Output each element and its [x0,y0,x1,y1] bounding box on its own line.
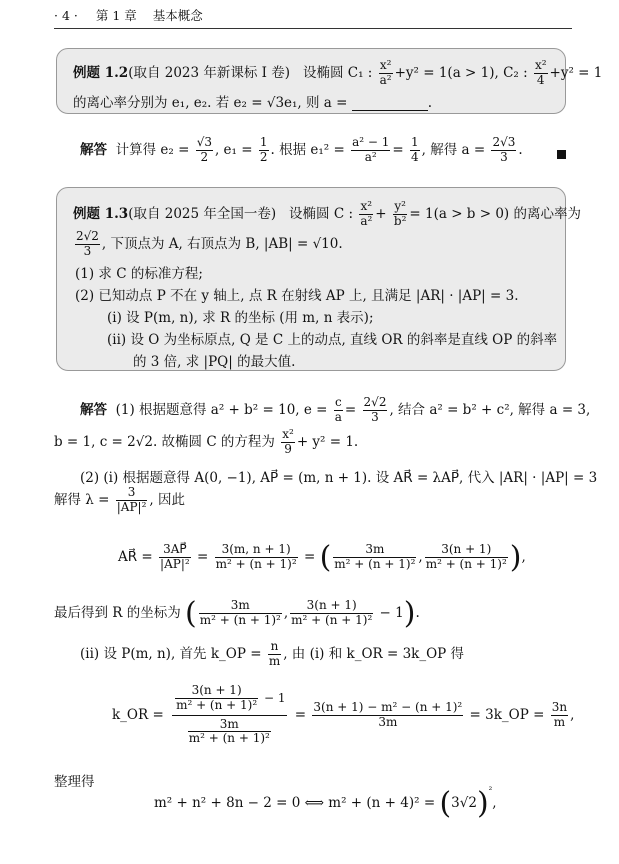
example-1-2-line2 [73,91,432,111]
solution-2-part1-line1 [80,396,590,425]
right-paren-icon: ) [509,540,522,575]
example-box-1-3 [56,187,581,371]
right-paren-icon: ) [403,596,416,631]
fraction: $\frac{1}{4}$ [411,135,419,164]
solution-text: , e₁ = [214,141,253,158]
solution-label: 解答 [80,401,107,418]
question-2: (2) 已知动点 P 不在 y 轴上, 点 R 在射线 AP 上, 且满足 |AR| · |AP| = 3. [75,288,519,304]
problem-text: 设椭圆 C : [289,205,354,222]
fraction: $\frac{2√2}{3}$ [76,229,99,258]
solution-text: 计算得 e₂ = [115,141,190,158]
fraction: $\frac{c}{a}$ [334,395,342,424]
running-header [54,6,203,24]
solution-text: , 因此 [149,491,185,508]
question-2-ii: (ii) 设 O 为坐标原点, Q 是 C 上的动点, 直线 OR 的斜率是直线 OP 的斜率 [107,332,558,348]
solution-text: 解得 λ = [54,491,110,508]
fraction: $\frac{3}{\text{|AP|²}}$ [116,485,147,514]
page-number: · 4 · [54,8,78,23]
fraction: $\frac{\text{x²}}{9}$ [282,427,294,456]
solution-text: . 根据 e₁² = [270,141,345,158]
qed-square-icon [557,150,566,159]
fraction: $\frac{2√3}{3}$ [492,135,516,164]
solution-text: = [344,401,357,418]
fraction: $\frac{√3}{2}$ [196,135,212,164]
final-equation: m² + n² + 8n − 2 = 0 ⟺ $m^2 + (n + 4)^2 = (3√2)^{^2}$, [154,786,497,821]
fraction: $\frac{1}{2}$ [259,135,268,164]
question-1: (1) 求 C 的标准方程; [75,266,203,282]
compound-fraction: $\frac{3(n + 1)}{\text{m² + (n + 1)²}}$ − 1 $\frac{3m}{\text{m² + (n + 1)²}}$ [172,684,286,746]
final-label: 整理得 [54,774,95,790]
left-paren-icon: ( [185,596,197,631]
question-2-i: (i) 设 P(m, n), 求 R 的坐标 (用 m, n 表示); [107,310,374,326]
fraction: $\frac{2√2}{3}$ [363,395,387,424]
header-rule [54,28,572,29]
problem-text: + [375,205,387,222]
answer-blank [352,98,428,111]
r-coordinates: 最后得到 R 的坐标为 ( $\frac{3m}{\text{m² + (n + 1)²}}$ , $\frac{3(n + 1)}{\text{m² + (n + 1)²}}$ − 1). [54,596,420,631]
fraction: $\frac{\text{x²}}{4}$ [534,58,547,87]
example-title: 例题 1.2 [73,64,129,81]
right-paren-icon: ) [476,786,489,821]
fraction: $\frac{\text{x²}}{\text{a²}}$ [379,58,392,87]
equation-k-or: k_OR = $\frac{3(n + 1)}{\text{m² + (n + 1)²}}$ − 1 $\frac{3m}{\text{m² + (n + 1)²}}$ = $\frac{\text{3(n + 1) − m² − (n + 1)²}}{3m}$ = 3k_OP = $\frac{3n}{m}$ , [112,683,575,746]
solution-2-part2-line1: (2) (i) 根据题意得 A(0, −1), AP⃗ = (m, n + 1). 设 AR⃗ = λAP⃗, 代入 |AR| · |AP| = 3 [80,470,598,486]
solution-text: , 解得 a = [421,141,486,158]
example-1-3-line2 [73,230,343,259]
fraction: $\frac{\text{x²}}{\text{a²}}$ [360,199,373,228]
problem-text: , 下顶点为 A, 右顶点为 B, |AB| = √10. [101,235,343,252]
solution-text: + y² = 1. [296,433,359,450]
problem-text: +y² = 1 [549,64,603,81]
solution-text: (1) 根据题意得 a² + b² = 10, e = [115,401,328,418]
problem-text: 的离心率分别为 e₁, e₂. 若 e₂ = √3e₁, 则 a = [73,95,348,111]
example-box-1-2 [56,48,603,114]
left-paren-icon: ( [439,786,452,821]
left-paren-icon: ( [319,540,332,575]
problem-text: 设椭圆 C₁ : [302,64,373,81]
example-source: (取自 2023 年新课标 I 卷) [128,64,291,81]
example-title: 例题 1.3 [73,205,129,222]
solution-text: = [392,141,404,158]
solution-1-2 [80,136,523,165]
example-source: (取自 2025 年全国一卷) [128,205,277,222]
solution-2-part1-line2 [54,428,358,457]
example-1-3-line1 [73,200,581,229]
solution-label: 解答 [80,141,107,158]
question-2-ii-cont: 的 3 倍, 求 |PQ| 的最大值. [133,354,296,370]
solution-text: . [518,141,523,158]
fraction: $\frac{\text{a² − 1}}{\text{a²}}$ [352,135,390,164]
chapter-title: 基本概念 [152,8,203,23]
fraction: $\frac{\text{y²}}{\text{b²}}$ [393,199,407,228]
example-1-2-line1 [73,59,602,88]
problem-text: +y² = 1(a > 1), C₂ : [394,64,528,81]
problem-text: = 1(a > b > 0) 的离心率为 [409,205,581,222]
equation-ar-vector: AR⃗ = $\frac{3AP⃗}{\text{|AP|²}}$ = $\frac{3(m, n + 1)}{\text{m² + (n + 1)²}}$ = ( $\frac{3m}{\text{m² + (n + 1)²}}$ , $\frac{3(n + 1)}{\text{m² + (n + 1)²}}$ ), [118,540,526,575]
chapter-label: 第 1 章 [95,8,137,23]
solution-text: , 结合 a² = b² + c², 解得 a = 3, [389,401,591,418]
problem-text: . [427,95,433,111]
solution-2-ii-line: (ii) 设 P(m, n), 首先 k_OP = $\frac{n}{m}$ , 由 (i) 和 k_OR = 3k_OP 得 [80,639,465,668]
solution-2-part2-line2 [54,486,185,515]
solution-text: b = 1, c = 2√2. 故椭圆 C 的方程为 [54,433,275,450]
